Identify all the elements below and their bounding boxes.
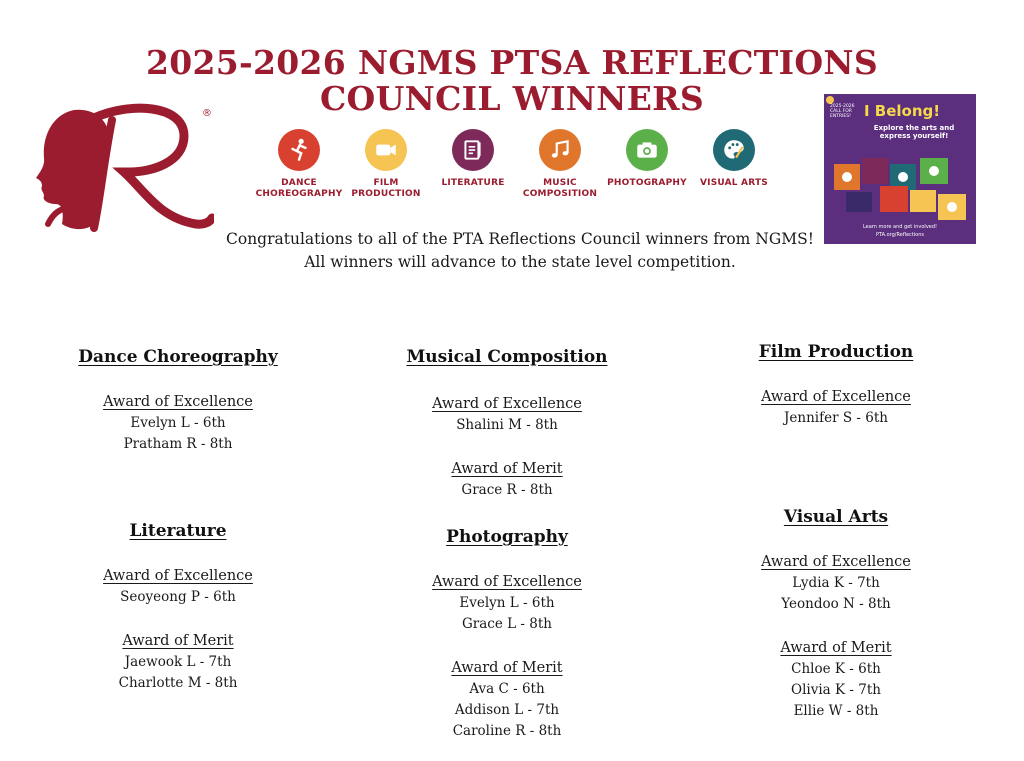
section-heading: Film Production	[758, 342, 914, 362]
camera-icon	[626, 129, 668, 171]
category-label: LITERATURE	[441, 178, 505, 188]
award-merit-label: Award of Merit	[780, 640, 892, 656]
winner-name: Evelyn L - 6th	[459, 595, 555, 611]
video-camera-icon	[365, 129, 407, 171]
i-belong-poster	[824, 94, 976, 244]
category-literature	[423, 129, 523, 189]
winner-name: Yeondoo N - 8th	[781, 596, 891, 612]
section-heading: Photography	[446, 527, 568, 547]
poster-footer-2: PTA.org/Reflections	[876, 232, 924, 238]
poster-small-text: 2025-2026 CALL FOR ENTRIES!	[830, 104, 855, 119]
registered-mark: ®	[202, 108, 212, 119]
winner-name: Shalini M - 8th	[456, 417, 558, 433]
category-photography	[597, 129, 697, 189]
category-label: DANCE	[281, 178, 317, 188]
intro-line-1: Congratulations to all of the PTA Reflections Council winners from NGMS!	[226, 230, 814, 248]
winner-name: Ellie W - 8th	[793, 703, 879, 719]
category-label-2: CHOREOGRAPHY	[255, 189, 343, 199]
award-merit-label: Award of Merit	[451, 660, 563, 676]
winner-name: Jaewook L - 7th	[124, 654, 232, 670]
section-heading: Dance Choreography	[78, 347, 278, 367]
page-title: 2025-2026 NGMS PTSA REFLECTIONS	[145, 43, 879, 82]
category-label: VISUAL ARTS	[700, 178, 768, 188]
winner-name: Charlotte M - 8th	[118, 675, 238, 691]
category-label-2: COMPOSITION	[522, 189, 598, 199]
section-literature	[28, 520, 328, 694]
category-label: FILM	[373, 178, 399, 188]
winner-name: Caroline R - 8th	[452, 723, 562, 739]
category-dance	[249, 129, 349, 200]
section-music	[357, 346, 657, 501]
music-note-icon	[539, 129, 581, 171]
winner-name: Pratham R - 8th	[123, 436, 233, 452]
section-film	[686, 341, 986, 429]
winner-name: Chloe K - 6th	[791, 661, 881, 677]
winner-name: Evelyn L - 6th	[130, 415, 226, 431]
poster-footer-1: Learn more and get involved!	[862, 224, 938, 230]
section-photography	[357, 526, 657, 742]
category-label-2: PRODUCTION	[351, 189, 421, 199]
section-heading: Visual Arts	[783, 507, 889, 527]
reflections-r-logo-icon	[34, 100, 214, 238]
page-title-line-2: COUNCIL WINNERS	[319, 79, 705, 118]
section-dance	[28, 346, 328, 455]
category-music	[510, 129, 610, 200]
winner-name: Olivia K - 7th	[791, 682, 881, 698]
winner-name: Grace R - 8th	[461, 482, 553, 498]
winner-name: Jennifer S - 6th	[784, 410, 888, 426]
award-excellence-label: Award of Excellence	[761, 389, 911, 405]
intro-line-2: All winners will advance to the state level competition.	[304, 253, 736, 271]
category-film	[336, 129, 436, 200]
winner-name: Lydia K - 7th	[792, 575, 880, 591]
award-excellence-label: Award of Excellence	[432, 396, 582, 412]
winner-name: Addison L - 7th	[454, 702, 560, 718]
winner-name: Seoyeong P - 6th	[120, 589, 236, 605]
poster-headline: I Belong!	[864, 102, 941, 120]
award-excellence-label: Award of Excellence	[103, 394, 253, 410]
dance-icon	[278, 129, 320, 171]
winner-name: Ava C - 6th	[469, 681, 545, 697]
pen-notebook-icon	[452, 129, 494, 171]
award-merit-label: Award of Merit	[451, 461, 563, 477]
award-excellence-label: Award of Excellence	[761, 554, 911, 570]
section-heading: Literature	[129, 521, 227, 541]
palette-icon	[713, 129, 755, 171]
award-excellence-label: Award of Excellence	[103, 568, 253, 584]
poster-sub: Explore the arts and express yourself!	[873, 124, 955, 140]
section-visual-arts	[686, 506, 986, 722]
category-label: MUSIC	[543, 178, 577, 188]
award-merit-label: Award of Merit	[122, 633, 234, 649]
section-heading: Musical Composition	[406, 347, 608, 367]
winner-name: Grace L - 8th	[462, 616, 552, 632]
award-excellence-label: Award of Excellence	[432, 574, 582, 590]
category-visual-arts	[684, 129, 784, 189]
category-label: PHOTOGRAPHY	[607, 178, 687, 188]
